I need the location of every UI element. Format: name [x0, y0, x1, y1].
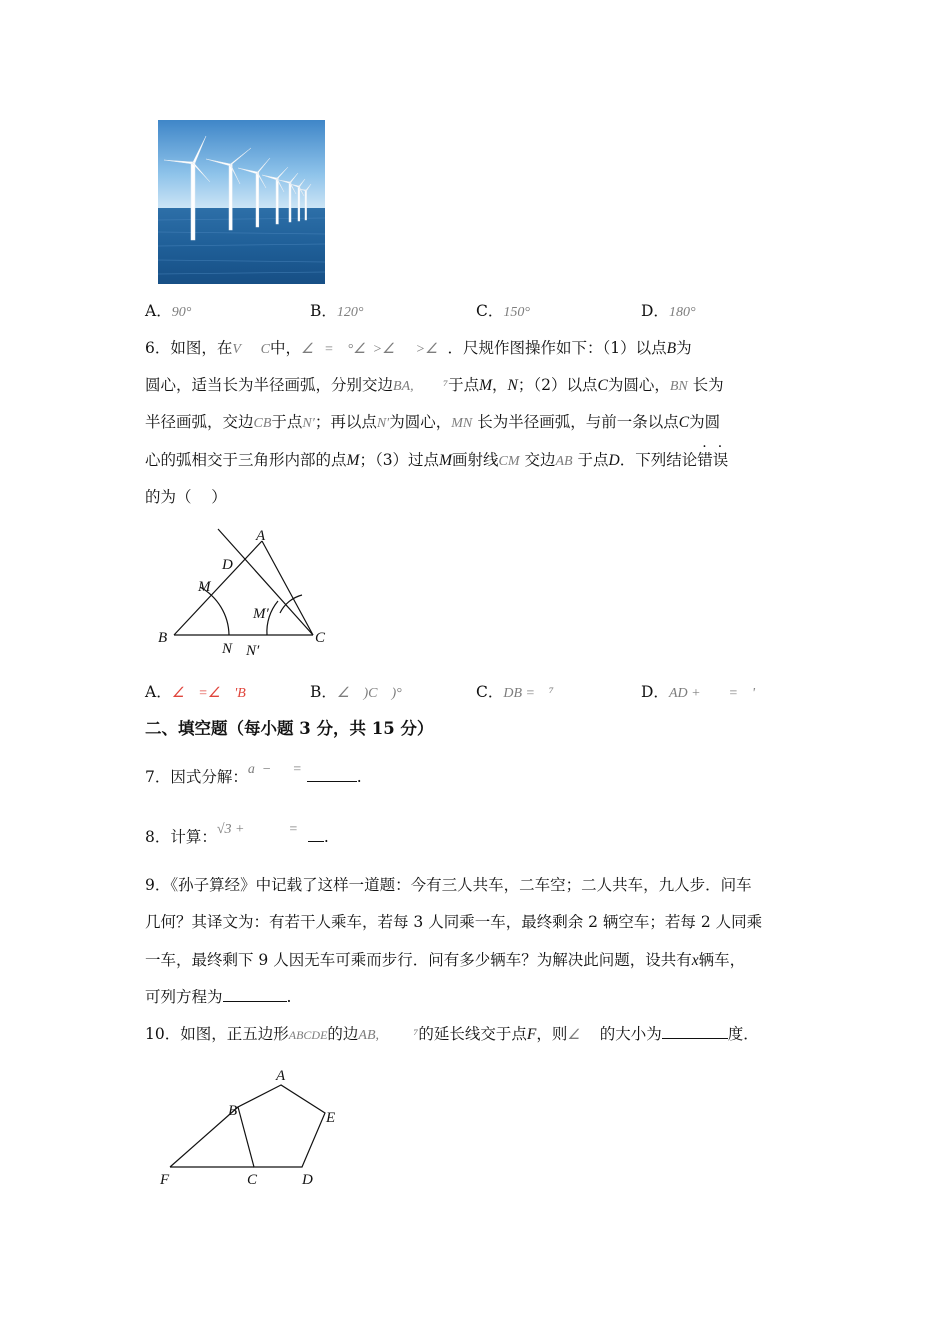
q6-line-5: 的为（ ） — [145, 488, 227, 506]
q9-line-1: 9．《孙子算经》中记载了这样一道题：今有三人共车，二车空；二人共车，九人步．问车 — [145, 876, 752, 894]
fig10-label-f: F — [160, 1172, 170, 1188]
q9-line-3: 一车，最终剩下 9 人因无车可乘而步行．问有多少辆车？为解决此问题，设共有x辆车， — [145, 951, 746, 969]
q6-line-2: 圆心，适当长为半径画弧，分别交边BA, ⁷于点M，N；（2）以点C为圆心，BN 长为 — [145, 376, 724, 394]
fig10-label-c: C — [247, 1172, 258, 1188]
fig6-label-a: A — [256, 528, 266, 544]
q8: 8．计算：√3 + = . — [145, 822, 329, 846]
answer-blank[interactable] — [308, 825, 324, 842]
answer-blank[interactable] — [307, 765, 357, 782]
section-heading: 二、填空题（每小题 3 分，共 15 分） — [145, 719, 434, 738]
fig6-label-d: D — [222, 557, 233, 573]
q6-option-c: C．DB = ⁷ — [476, 683, 554, 701]
emphasis-char: 误 — [712, 451, 729, 469]
q6-line-1: 6．如图，在V C中，∠ = °∠ >∠ >∠ ．尺规作图操作如下：（1）以点B为 — [145, 339, 692, 357]
q9-line-4: 可列方程为 . — [145, 985, 291, 1009]
fig10-label-d: D — [302, 1172, 313, 1188]
answer-blank[interactable] — [662, 1022, 728, 1039]
fig6-label-n: N — [222, 641, 233, 657]
emphasis-char: 错 — [697, 451, 713, 469]
q6-option-b: B．∠ )C )° — [310, 683, 402, 701]
fig6-label-mp: M′ — [253, 606, 269, 622]
q7: 7．因式分解：a − = . — [145, 762, 362, 786]
q5-option-d: D．180° — [641, 302, 696, 320]
q6-line-3: 半径画弧，交边CB于点N′；再以点N′为圆心，MN 长为半径画弧，与前一条以点C为圆 — [145, 413, 721, 431]
q6-line-4: 心的弧相交于三角形内部的点M；（3）过点M画射线CM 交边AB 于点D．下列结论错误 — [145, 448, 728, 474]
q5-option-c: C．150° — [476, 302, 530, 320]
fig6-label-c: C — [315, 630, 326, 646]
q10: 10．如图，正五边形ABCDE的边AB, ⁷的延长线交于点F，则∠ 的大小为 度． — [145, 1022, 759, 1048]
fig10-label-e: E — [326, 1110, 336, 1126]
q6-triangle-figure — [150, 525, 340, 660]
fig10-label-b: B — [228, 1103, 238, 1119]
q5-option-b: B．120° — [310, 302, 364, 320]
fig6-label-np: N′ — [246, 643, 260, 659]
fig6-label-m: M — [198, 579, 211, 595]
q6-option-a: A．∠ =∠ 'B — [145, 683, 246, 701]
q6-option-d: D．AD + = ' — [641, 683, 755, 701]
wind-turbine-photo — [158, 120, 325, 284]
fig6-label-b: B — [158, 630, 168, 646]
q10-pentagon-figure — [150, 1060, 350, 1190]
q5-option-a: A．90° — [145, 302, 192, 320]
fig10-label-a: A — [276, 1068, 286, 1084]
q9-line-2: 几何？其译文为：有若干人乘车，若每 3 人同乘一车，最终剩余 2 辆空车；若每 2 人同乘 — [145, 913, 763, 931]
answer-blank[interactable] — [223, 985, 287, 1002]
